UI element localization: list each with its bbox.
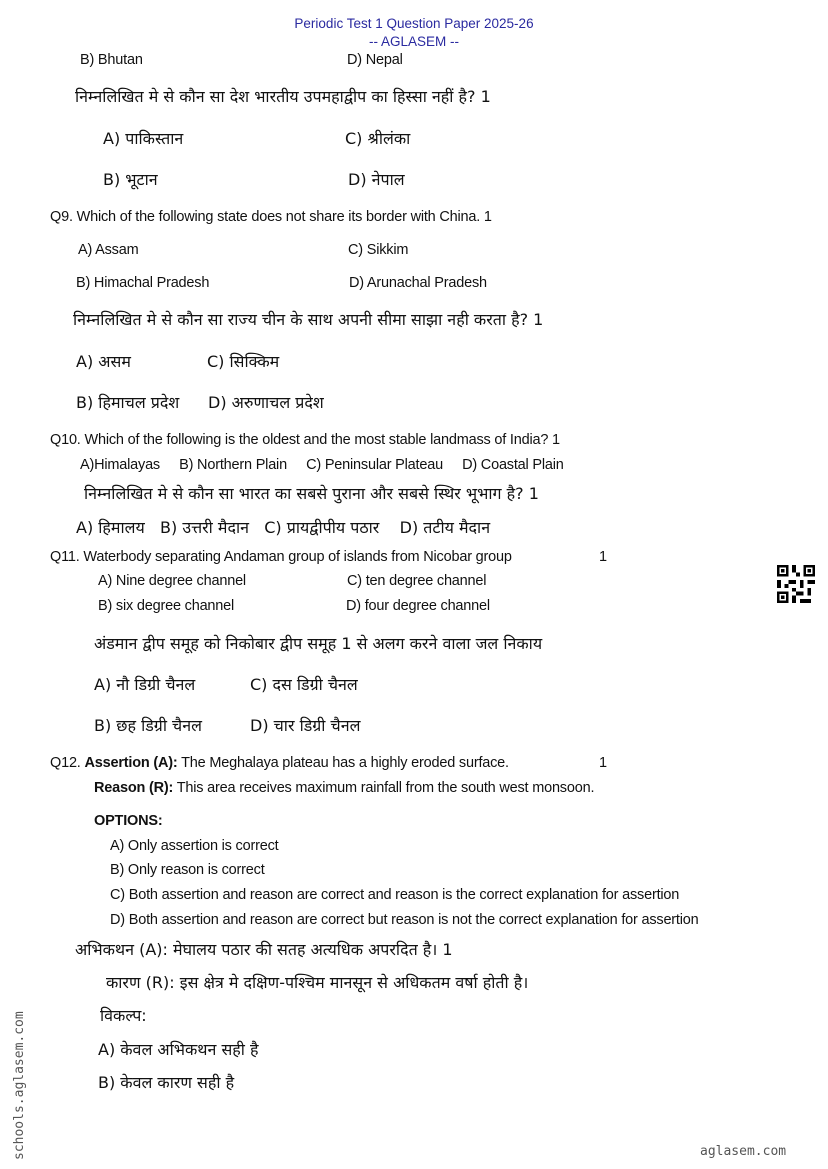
header-title: Periodic Test 1 Question Paper 2025-26	[294, 16, 534, 31]
options-line: A)Himalayas B) Northern Plain C) Peninsular Plateau D) Coastal Plain	[80, 457, 564, 473]
option: B) हिमाचल प्रदेश	[76, 393, 180, 412]
option: D) नेपाल	[348, 170, 405, 189]
footer-watermark: aglasem.com	[700, 1144, 787, 1159]
options-line: A) हिमालय B) उत्तरी मैदान C) प्रायद्वीपीय पठार D) तटीय मैदान	[76, 518, 491, 537]
option: B) Bhutan	[80, 52, 143, 68]
side-watermark: schools.aglasem.com	[12, 1011, 27, 1160]
marks: 1	[599, 755, 607, 771]
option: A) केवल अभिकथन सही है	[98, 1040, 259, 1059]
assertion-label: Assertion (A):	[84, 755, 178, 771]
option: C) सिक्किम	[207, 352, 280, 371]
option: C) श्रीलंका	[345, 129, 411, 148]
header-subtitle: -- AGLASEM --	[368, 34, 459, 49]
option: A) Assam	[78, 242, 139, 258]
option: B) भूटान	[103, 170, 158, 189]
option: A) Nine degree channel	[98, 573, 246, 589]
option: A) नौ डिग्री चैनल	[94, 675, 196, 694]
option: A) Only assertion is correct	[110, 838, 279, 854]
option: D) Both assertion and reason are correct but reason is not the correct explanation for assertion	[110, 912, 699, 928]
assertion-text: The Meghalaya plateau has a highly eroded surface.	[177, 755, 509, 771]
option: B) six degree channel	[98, 598, 235, 614]
question-hindi: निम्नलिखित मे से कौन सा राज्य चीन के साथ अपनी सीमा साझा नही करता है? 1	[73, 310, 544, 329]
question-q11: Q11. Waterbody separating Andaman group of islands from Nicobar group	[50, 549, 512, 565]
reason-label: Reason (R):	[94, 780, 174, 796]
reason-text: This area receives maximum rainfall from the south west monsoon.	[173, 780, 595, 796]
option: D) Nepal	[347, 52, 403, 68]
option: A) पाकिस्तान	[103, 129, 184, 148]
option: B) केवल कारण सही है	[98, 1073, 235, 1092]
marks: 1	[599, 549, 607, 565]
option: D) four degree channel	[346, 598, 490, 614]
option: D) अरुणाचल प्रदेश	[208, 393, 324, 412]
option: B) Himachal Pradesh	[76, 275, 210, 291]
option: C) ten degree channel	[347, 573, 487, 589]
reason	[94, 779, 594, 797]
options-label-hindi: विकल्प:	[100, 1006, 147, 1025]
option: C) Sikkim	[348, 242, 409, 258]
option: D) चार डिग्री चैनल	[250, 716, 361, 735]
assertion-hindi: अभिकथन (A): मेघालय पठार की सतह अत्यधिक अपरदित है। 1	[75, 940, 453, 959]
qr-code-icon	[776, 565, 816, 603]
reason-hindi: कारण (R): इस क्षेत्र मे दक्षिण-पश्चिम मानसून से अधिकतम वर्षा होती है।	[106, 973, 529, 992]
question-q12	[50, 754, 509, 772]
option: D) Arunachal Pradesh	[349, 275, 487, 291]
question-hindi: अंडमान द्वीप समूह को निकोबार द्वीप समूह 1 से अलग करने वाला जल निकाय	[94, 634, 543, 653]
question-q9: Q9. Which of the following state does not share its border with China. 1	[50, 209, 492, 225]
question-hindi: निम्नलिखित मे से कौन सा देश भारतीय उपमहाद्वीप का हिस्सा नहीं है? 1	[75, 87, 491, 106]
question-q10: Q10. Which of the following is the oldest and the most stable landmass of India? 1	[50, 432, 560, 448]
option: B) छह डिग्री चैनल	[94, 716, 202, 735]
option: C) दस डिग्री चैनल	[250, 675, 358, 694]
options-label: OPTIONS:	[94, 813, 163, 829]
question-hindi: निम्नलिखित मे से कौन सा भारत का सबसे पुराना और सबसे स्थिर भूभाग है? 1	[84, 484, 539, 503]
option: A) असम	[76, 352, 131, 371]
option: B) Only reason is correct	[110, 862, 265, 878]
option: C) Both assertion and reason are correct and reason is the correct explanation for assertion	[110, 887, 680, 903]
question-number: Q12.	[50, 755, 81, 771]
